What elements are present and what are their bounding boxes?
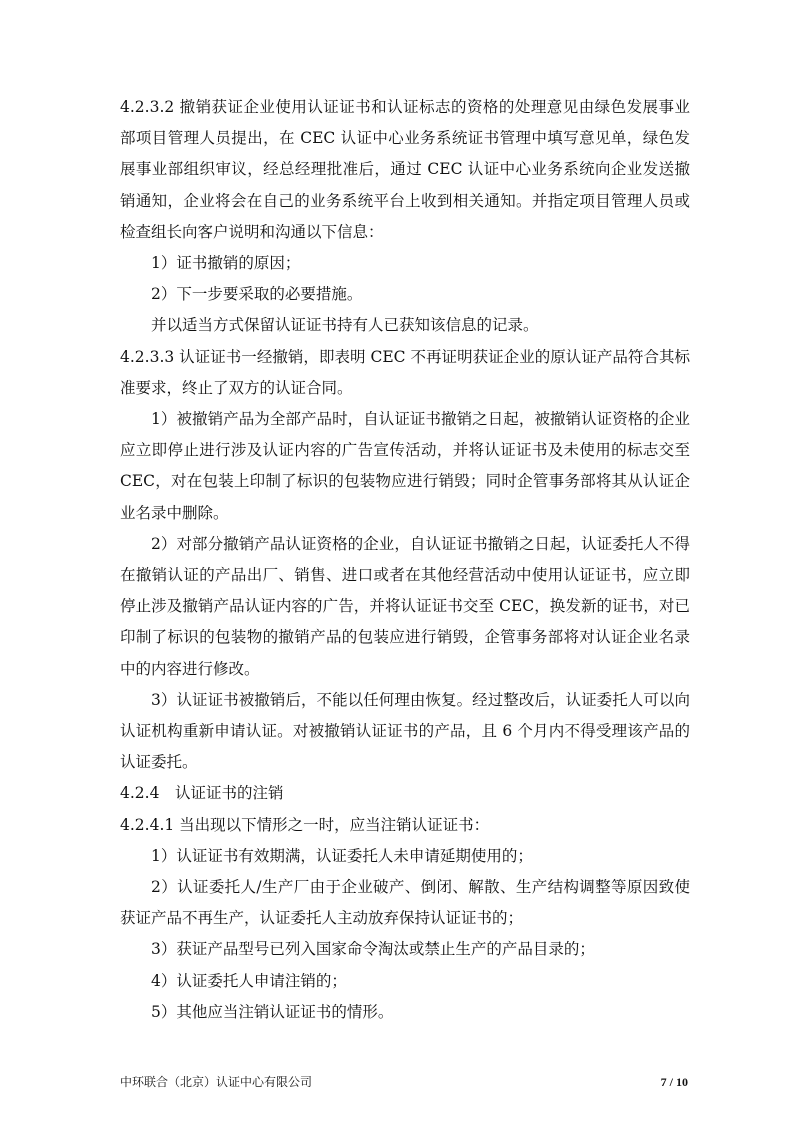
footer-company: 中环联合（北京）认证中心有限公司 [120,1075,313,1089]
list-item-reason: 1）证书撤销的原因； [151,254,301,273]
list-item-cancel-request: 4）认证委托人申请注销的； [151,971,347,990]
list-item-partial-revocation: 2）对部分撤销产品认证资格的企业，自认证证书撤销之日起，认证委托人不得在撤销认证的产品出厂、销售、进口或者在其他经营活动中使用认证证书，应立即停止涉及撤销产品认证内容的广告，并将认证证书交至 CEC，换发新的证书，对已印制了标识的包装物的撤销产品的包装应进行销毁，企管事务部将对认证企业名录中的内容进行修改。 [120,534,690,678]
list-item-discontinued: 2）认证委托人/生产厂由于企业破产、倒闭、解散、生产结构调整等原因致使获证产品不再生产，认证委托人主动放弃保持认证证书的； [120,878,690,928]
list-item-banned-model: 3）获证产品型号已列入国家命令淘汰或禁止生产的产品目录的； [151,940,595,959]
document-body [120,92,690,1028]
page-footer [120,1074,688,1090]
section-heading-4-2-4: 4.2.4 认证证书的注销 [120,784,284,803]
list-item-no-restore: 3）认证证书被撤销后，不能以任何理由恢复。经过整改后，认证委托人可以向认证机构重新申请认证。对被撤销认证证书的产品，且 6 个月内不得受理该产品的认证委托。 [120,690,690,772]
paragraph-4-2-3-3: 4.2.3.3 认证证书一经撤销，即表明 CEC 不再证明获证企业的原认证产品符合其标准要求，终止了双方的认证合同。 [120,347,690,397]
page-number: 7 / 10 [660,1075,688,1089]
list-item-expired: 1）认证证书有效期满，认证委托人未申请延期使用的； [151,846,533,865]
paragraph-4-2-4-1: 4.2.4.1 当出现以下情形之一时，应当注销认证证书： [120,815,490,834]
list-item-full-revocation: 1）被撤销产品为全部产品时，自认证证书撤销之日起，被撤销认证资格的企业应立即停止进行涉及认证内容的广告宣传活动，并将认证证书及未使用的标志交至 CEC，对在包装上印制了标识的包装物应进行销毁；同时企管事务部将其从认证企业名录中删除。 [120,410,690,522]
paragraph-record-retention: 并以适当方式保留认证证书持有人已获知该信息的记录。 [151,316,539,335]
list-item-other: 5）其他应当注销认证证书的情形。 [151,1002,394,1021]
list-item-next-steps: 2）下一步要采取的必要措施。 [151,285,363,304]
paragraph-4-2-3-2: 4.2.3.2 撤销获证企业使用认证证书和认证标志的资格的处理意见由绿色发展事业部项目管理人员提出，在 CEC 认证中心业务系统证书管理中填写意见单，绿色发展事业部组织审议，经总经理批准后，通过 CEC 认证中心业务系统向企业发送撤销通知，企业将会在自己的业务系统平台上收到相关通知。并指定项目管理人员或检查组长向客户说明和沟通以下信息： [120,98,690,241]
